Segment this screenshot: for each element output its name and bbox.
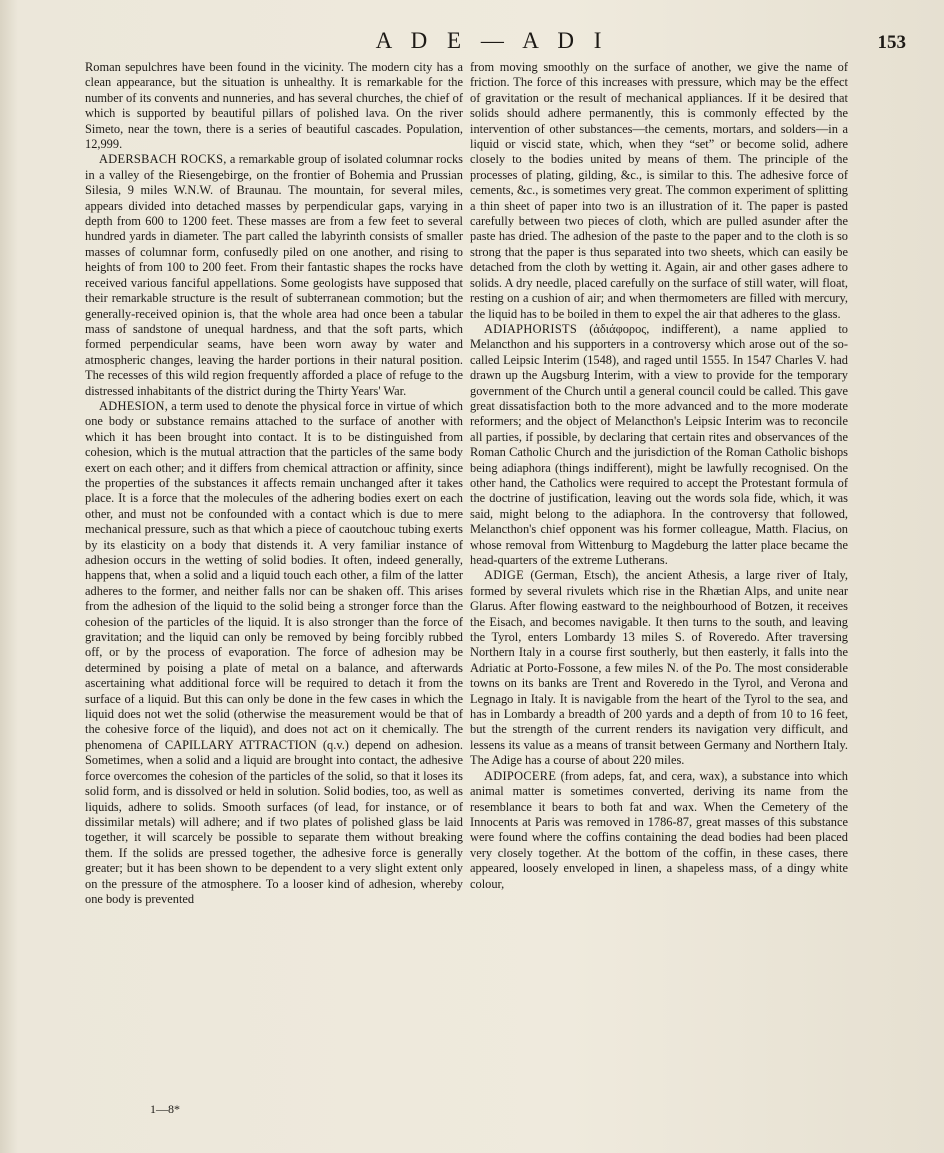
- entry-headword: ADIGE: [484, 568, 525, 583]
- entry-text: (ἀδιάφορος, indifferent), a name applied to Melancthon and his supporters in a controversy which arose out of the so-called Leipsic Interim (1548), and raged until 1555. In 1547 Charles V. had drawn up the Augsburg Interim, with a view to provide for the temporary government of the Church until a general council could be called. This gave great dissatisfaction both to the more advanced and to the more moderate reformers; and the object of Melancthon's Leipsic Interim was to reconcile all parties, if possible, by declaring that certain rites and observances of the Roman Catholic Church and the jurisdiction of the Roman Catholic bishops being adiaphora (things indifferent), might be lawfully recognised. On the other hand, the Catholics were required to accept the Protestant formula of the doctrine of justification, leaving out the words sola fide, which, it was said, might belong to the adiaphora. In the controversy that followed, Melancthon's chief opponent was his former colleague, Matth. Flacius, on whose removal from Wittenburg to Magdeburg the latter place became the head-quarters of the extreme Lutherans.: [470, 321, 848, 567]
- entry-paragraph: [85, 152, 463, 399]
- entry-headword: ADIAPHORISTS: [484, 321, 578, 336]
- entry-text: from moving smoothly on the surface of another, we give the name of friction. The force of this increases with pressure, which may be the effect of gravitation or the result of mechanical appliances. If it be desired that solids should adhere permanently, this is commonly effected by the intervention of other substances—the cements, mortars, and solders—in a liquid or viscid state, which, when they “set” or become solid, adhere closely to the bodies united by means of them. The principle of the processes of plating, gilding, &c., is similar to this. The adhesive force of cements, &c., is sometimes very great. The common experiment of splitting a thin sheet of paper into two is an illustration of it. The paper is pasted carefully between two pieces of cloth, which are pulled asunder after the paste has dried. The adhesion of the paste to the paper and to the cloth is so strong that the paper is thus separated into two sheets, which can easily be detached from the cloth by wetting it. Again, air and other gases adhere to solids. A dry needle, placed carefully on the surface of still water, will float, resting on a cushion of air; and when thermometers are filled with mercury, the liquid has to be boiled in them to expel the air that adheres to the glass.: [470, 60, 848, 321]
- entry-paragraph: [470, 322, 848, 569]
- page-number: 153: [877, 32, 906, 53]
- page-header: [70, 28, 914, 56]
- entry-text: (German, Etsch), the ancient Athesis, a large river of Italy, formed by several rivulets which rise in the Rhætian Alps, and unite near Glarus. After flowing eastward to the neighbourhood of Botzen, it receives the Eisach, and becomes navigable. It then turns to the south, and leaving the Tyrol, enters Lombardy 13 miles S. of Roveredo. After traversing Northern Italy in a course first southerly, but then easterly, it falls into the Adriatic at Porto-Fossone, a few miles N. of the Po. The most considerable towns on its banks are Trent and Roveredo in the Tyrol, and Verona and Legnago in Italy. It is navigable from the heart of the Tyrol to the sea, and has in Lombardy a breadth of 200 yards and a depth of from 10 to 16 feet, but the strength of the current renders its navigation very difficult, and lessens its value as a means of transit between Germany and Northern Italy. The Adige has a course of about 220 miles.: [470, 568, 848, 768]
- printer-signature: 1—8*: [150, 1102, 180, 1116]
- entry-text: Roman sepulchres have been found in the vicinity. The modern city has a clean appearance, but the situation is unhealthy. It is remarkable for the number of its convents and nunneries, and has several churches, the chief of which is supported by beautiful pillars of polished lava. On the river Simeto, near the town, there is a series of beautiful cascades. Population, 12,999.: [85, 60, 463, 152]
- entry-paragraph: [85, 399, 463, 907]
- entry-paragraph: [470, 568, 848, 768]
- left-column: [85, 60, 463, 907]
- entry-paragraph: [470, 60, 848, 322]
- entry-headword: ADIPOCERE: [484, 768, 557, 783]
- entry-text: , a term used to denote the physical force in virtue of which one body or substance remains attached to the surface of another with which it has been brought into contact. It is to be distinguished from cohesion, which is the mutual attraction that the particles of the same body exert on each other; and it differs from chemical attraction or affinity, since the properties of the substances it affects remain unchanged after it takes place. It is a force that the molecules of the adhering bodies exert on each other, and must not be confounded with a contact which is due to mere mechanical pressure, such as that which a piece of caoutchouc tubing exerts by its elasticity on a body that distends it. A very familiar instance of adhesion occurs in the wetting of solid bodies. It often, indeed generally, happens that, when a solid and a liquid touch each other, a film of the latter adheres to the former, and neither falls nor can be shaken off. This arises from the adhesion of the liquid to the solid being a stronger force than the cohesion of the particles of the liquid. It is also stronger than the force of gravitation; and the liquid can only be removed by being forcibly rubbed off, or by the process of evaporation. The force of adhesion may be determined by poising a plate of metal on a balance, and afterwards ascertaining what additional force will be required to detach it from the surface of a liquid. But this can only be done in the few cases in which the liquid does not wet the solid (otherwise the measurement would be that of the cohesive force of the liquid), and does not act on it chemically. The phenomena of CAPILLARY ATTRACTION (q.v.) depend on adhesion. Sometimes, when a solid and a liquid are brought into contact, the adhesive force overcomes the cohesion of the particles of the solid, so that it loses its solid form, and is dissolved or held in solution. Solid bodies, too, as well as liquids, adhere to solids. Smooth surfaces (of lead, for instance, or of dissimilar metals) will adhere; and if two plates of polished glass be laid together, it will scarcely be possible to separate them without breaking them. If the solids are pressed together, the adhesive force is generally greater; but it has been shown to be dependent to a very slight extent only on the pressure of the atmosphere. To a looser kind of adhesion, whereby one body is prevented: [85, 398, 463, 906]
- entry-text: (from adeps, fat, and cera, wax), a substance into which animal matter is sometimes converted, deriving its name from the resemblance it bears to both fat and wax. When the Cemetery of the Innocents at Paris was removed in 1786-87, great masses of this substance were found where the coffins containing the dead bodies had been placed very closely together. At the bottom of the coffin, in these cases, there appeared, loosely enveloped in linen, a shapeless mass, of a dingy white colour,: [470, 768, 848, 891]
- entry-paragraph: [85, 60, 463, 152]
- running-head: A D E — A D I: [375, 28, 609, 53]
- entry-headword: ADHESION: [99, 398, 165, 413]
- entry-headword: ADERSBACH ROCKS: [99, 152, 224, 167]
- entry-paragraph: [470, 769, 848, 892]
- right-column: [470, 60, 848, 892]
- entry-text: , a remarkable group of isolated columnar rocks in a valley of the Riesengebirge, on the frontier of Bohemia and Prussian Silesia, 9 miles W.N.W. of Braunau. The mountain, for several miles, appears divided into detached masses by perpendicular gaps, varying in depth from 600 to 1200 feet. These masses are from a few feet to several hundred yards in diameter. The part called the labyrinth consists of smaller masses of columnar form, confusedly piled on one another, and rising to heights of from 100 to 200 feet. From their fantastic shapes the rocks have received various fanciful appellations. Some geologists have supposed that their remarkable structure is the result of subterranean commotion; but the generally-received opinion is, that the whole area had once been a tabular mass of sandstone of unequal hardness, and that the soft parts, which formed perpendicular seams, have been worn away by water and atmospheric changes, leaving the harder portions in their natural position. The recesses of this wild region frequently afforded a place of refuge to the distressed inhabitants of the district during the Thirty Years' War.: [85, 152, 463, 398]
